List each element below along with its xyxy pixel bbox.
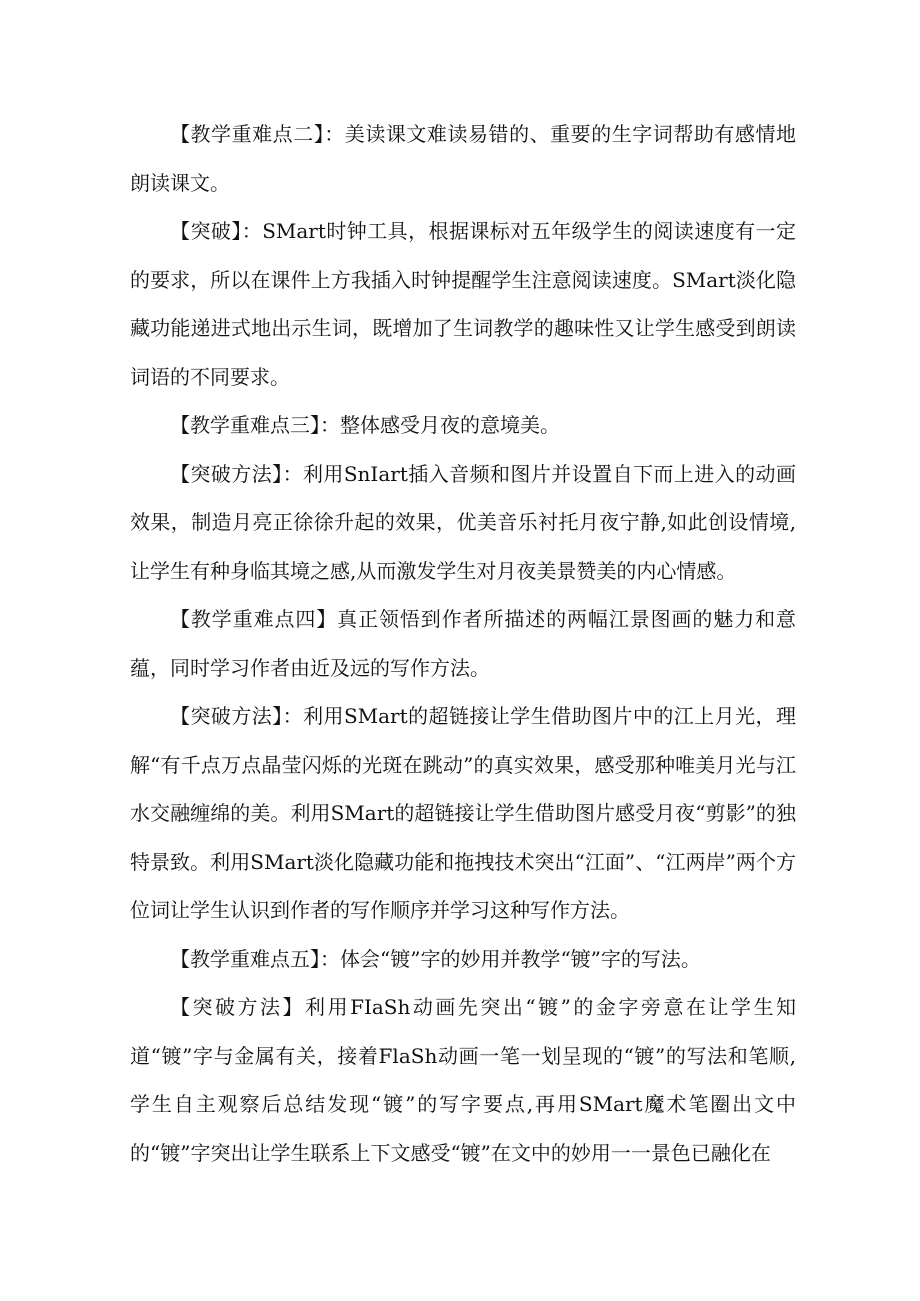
paragraph-key-point-five: 【教学重难点五】：体会“镀”字的妙用并教学“镀”字的写法。 [170,946,701,971]
document-body [130,110,796,1177]
paragraph-method-four: 【突破方法】：利用SMart的超链接让学生借助图片中的江上月光，理解“有千点万点晶莹闪烁的光斑在跳动”的真实效果，感受那种唯美月光与江水交融缠绵的美。利用SMart的超链接让学生借助图片感受月夜“剪影”的独特景致。利用SMart淡化隐藏功能和拖拽技术突出“江面”、“江两岸”两个方位词让学生认识到作者的写作顺序并学习这种写作方法。 [130,704,796,922]
paragraph-key-point-two: 【教学重难点二】：美读课文难读易错的、重要的生字词帮助有感情地朗读课文。 [130,122,796,195]
paragraph-method-five: 【突破方法】利用FIaSh动画先突出“镀”的金字旁意在让学生知道“镀”字与金属有关，接着FlaSh动画一笔一划呈现的“镀”的写法和笔顺,学生自主观察后总结发现“镀”的写字要点,再用SMart魔术笔圈出文中的“镀”字突出让学生联系上下文感受“镀”在文中的妙用一一景色已融化在 [130,995,796,1165]
paragraph-key-point-three: 【教学重难点三】：整体感受月夜的意境美。 [170,413,560,437]
paragraph-method-three: 【突破方法】：利用SnIart插入音频和图片并设置自下而上进入的动画效果，制造月亮正徐徐升起的效果，优美音乐衬托月夜宁静,如此创设情境,让学生有种身临其境之感,从而激发学生对月夜美景赞美的内心情感。 [130,461,796,583]
paragraph-breakthrough: 【突破】：SMart时钟工具，根据课标对五年级学生的阅读速度有一定的要求，所以在课件上方我插入时钟提醒学生注意阅读速度。SMart淡化隐藏功能递进式地出示生词，既增加了生词教学的趣味性又让学生感受到朗读词语的不同要求。 [130,219,796,389]
paragraph-key-point-four: 【教学重难点四】真正领悟到作者所描述的两幅江景图画的魅力和意蕴，同时学习作者由近及远的写作方法。 [130,607,796,680]
